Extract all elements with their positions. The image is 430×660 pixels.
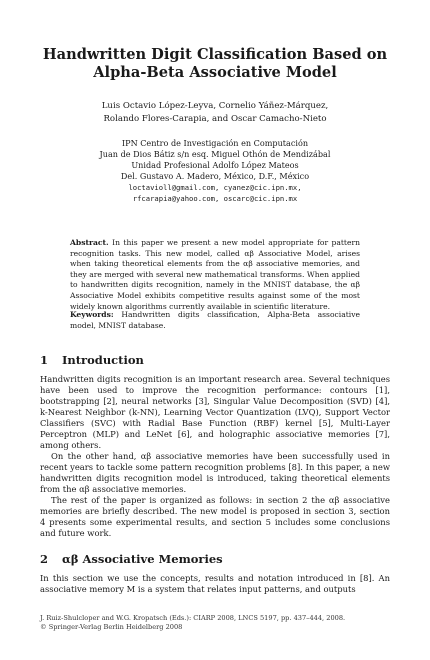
affiliation-line: IPN Centro de Investigación en Computación [121,138,309,148]
footer-line: J. Ruiz-Shulcloper and W.G. Kropatsch (Eds.): CIARP 2008, LNCS 5197, pp. 437–444, 2008. [40,614,346,622]
footer-line: © Springer-Verlag Berlin Heidelberg 2008 [40,622,183,631]
introduction-body [40,374,390,539]
title-line: Alpha-Beta Associative Model [93,64,337,81]
affiliation-line: Unidad Profesional Adolfo López Mateos [131,160,299,170]
author-list [40,100,390,126]
affiliation-line: Juan de Dios Bátiz s/n esq. Miguel Othón de Mendizábal [99,149,331,159]
section2-body [40,573,390,595]
abstract [70,238,360,312]
section-title: αβ Associative Memories [62,552,223,566]
section-number: 2 [40,552,49,566]
paragraph: Handwritten digits recognition is an important research area. Several techniques have been used to improve the recognition performance: contours [1], bootstrapping [2], neural networks [3], Singular Value Decomposition (SVD) [4], k-Nearest Neighbor (k-NN), Learning Vector Quantization (LVQ), Support Vector Classifiers (SVC) with Radial Base Function (RBF) kernel [5], Multi-Layer Perceptron (MLP) and LeNet [6], and holographic associative memories [7], among others. [40,374,390,450]
affiliation-block [40,138,390,204]
paper-title [40,46,390,82]
paragraph: In this section we use the concepts, results and notation introduced in [8]. An associative memory M is a system that relates input patterns, and outputs [40,573,390,594]
author-line: Rolando Flores-Carapia, and Oscar Camacho-Nieto [103,114,327,124]
section-number: 1 [40,353,49,367]
abstract-label: Abstract. [70,238,109,247]
keywords-text: Handwritten digits classification, Alpha-Beta associative model, MNIST database. [70,310,360,330]
section-title: Introduction [62,353,144,367]
email-line: loctavioll@gmail.com, cyanez@cic.ipn.mx, [128,183,302,192]
section-heading-associative-memories [40,552,223,566]
paragraph: On the other hand, αβ associative memories have been successfully used in recent years to tackle some pattern recognition problems [8]. In this paper, a new handwritten digits recognition model is introduced, taking theoretical elements from the αβ associative memories. [40,451,390,494]
section-heading-introduction [40,353,144,367]
keywords-label: Keywords: [70,310,114,319]
keywords [70,310,360,331]
title-line: Handwritten Digit Classification Based on [42,46,388,63]
affiliation-line: Del. Gustavo A. Madero, México, D.F., México [120,171,310,181]
author-line: Luis Octavio López-Leyva, Cornelio Yáñez-Márquez, [101,101,329,111]
paragraph: The rest of the paper is organized as follows: in section 2 the αβ associative memories are briefly described. The new model is proposed in section 3, section 4 presents some experimental results, and section 5 includes some conclusions and future work. [40,495,390,538]
citation-footer [40,614,390,631]
abstract-text: In this paper we present a new model appropriate for pattern recognition tasks. This new model, called αβ Associative Model, arises when taking theoretical elements from the αβ associative memories, and they are merged with several new mathematical transforms. When applied to handwritten digits recognition, namely in the MNIST database, the αβ Associative Model exhibits competitive results against some of the most widely known algorithms currently available in scientific literature. [70,238,360,311]
email-line: rfcarapia@yahoo.com, oscarc@cic.ipn.mx [132,194,298,203]
